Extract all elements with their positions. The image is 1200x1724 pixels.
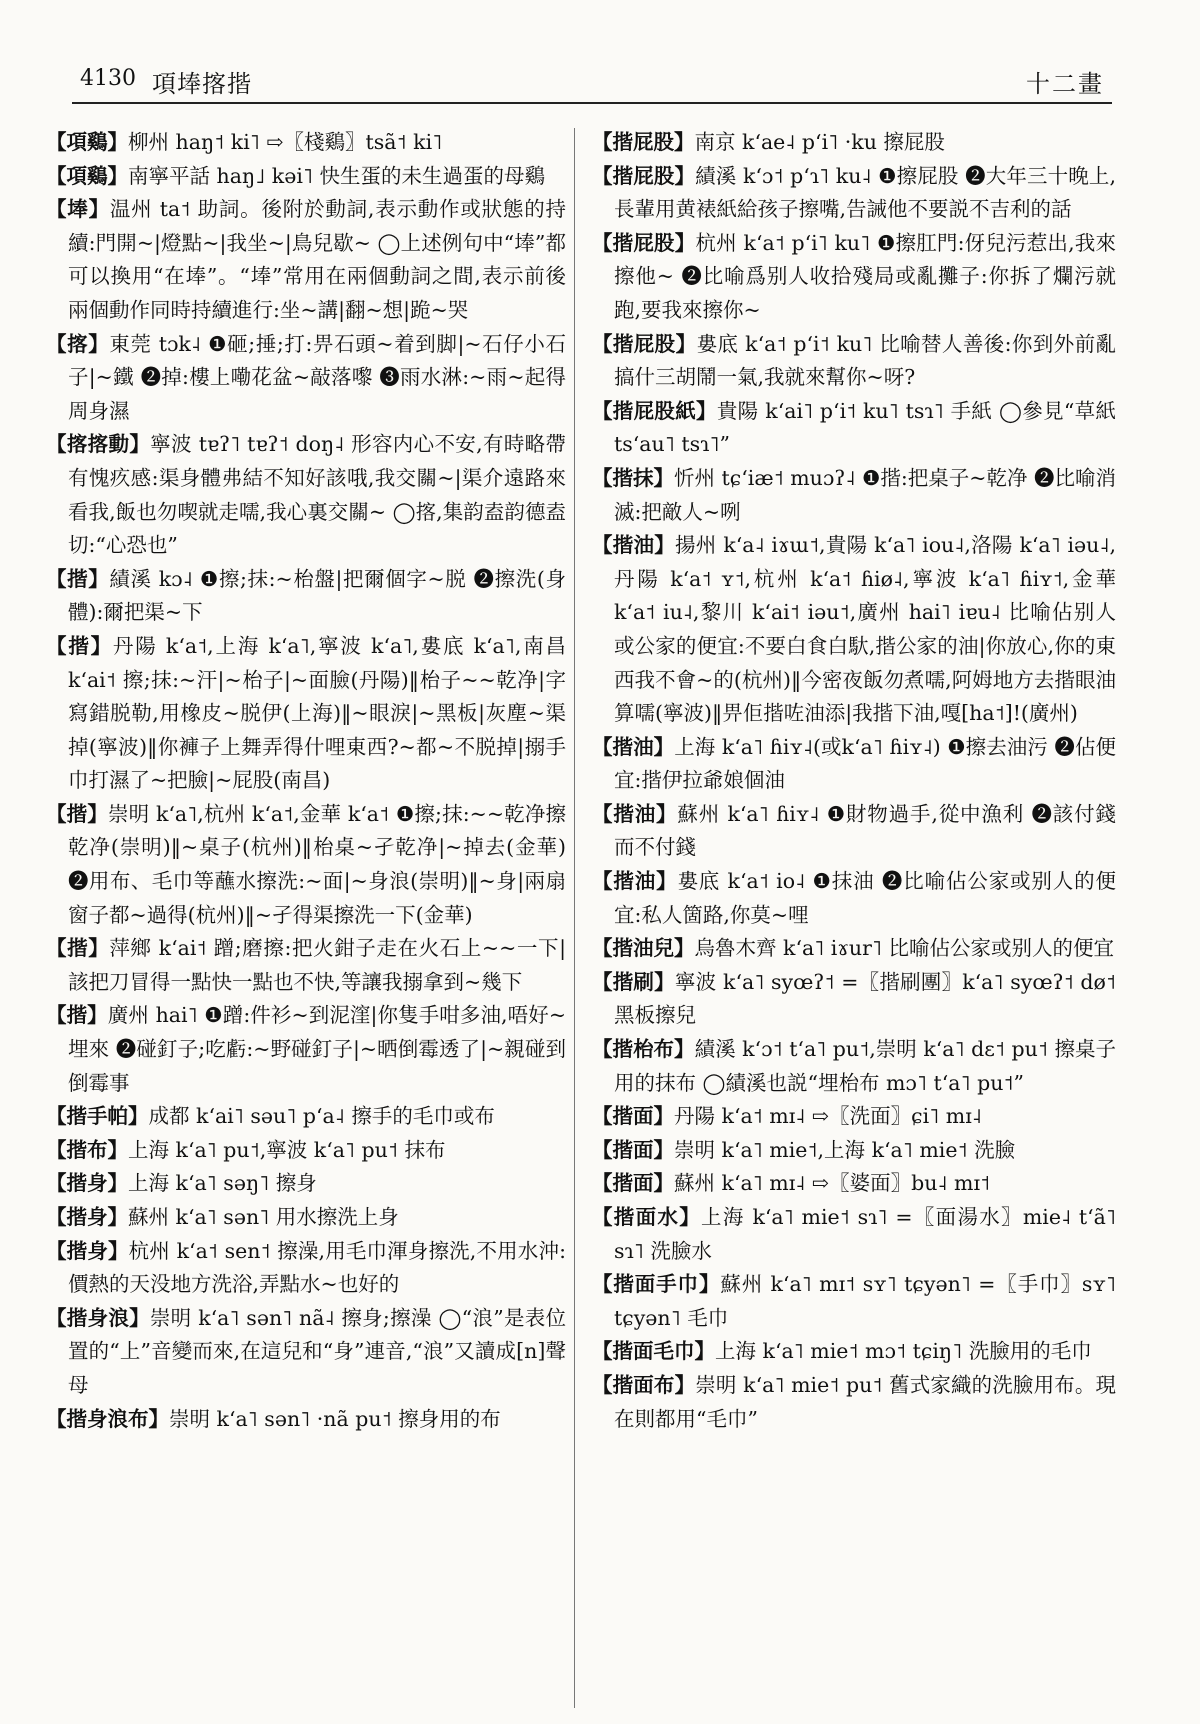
dictionary-entry xyxy=(592,1369,1116,1436)
dictionary-entry xyxy=(592,1167,1116,1201)
entry-definition: 崇明 kʻa˥ mie˦ pu˦ 舊式家織的洗臉用布。現在則都用“毛巾” xyxy=(614,1372,1117,1431)
entry-definition: 上海 kʻa˥ pu˦,寧波 kʻa˥ pu˦ 抹布 xyxy=(128,1137,446,1162)
entry-definition: 婁底 kʻa˦ io˨ ❶抹油 ❷比喻佔公家或别人的便宜:私人箇路,你莫~哩 xyxy=(614,869,1116,927)
entry-headword: 【揩面】 xyxy=(592,1137,674,1162)
entry-definition: 南京 kʻae˨ pʻi˥ ·ku 擦屁股 xyxy=(694,130,945,154)
entry-headword: 【揩身】 xyxy=(46,1205,128,1229)
dictionary-entry xyxy=(592,126,1116,160)
entry-headword: 【揩抹】 xyxy=(592,465,675,490)
dictionary-entry xyxy=(592,731,1116,798)
dictionary-entry xyxy=(46,1201,566,1235)
entry-definition: 萍鄉 kʻai˦ 蹭;磨擦:把火鉗子走在火石上~~一下|該把刀冒得一點快一點也不快,等讓我搦拿到~幾下 xyxy=(68,936,567,994)
column-divider xyxy=(574,128,575,1708)
entry-headword: 【揩手帕】 xyxy=(46,1104,149,1129)
entry-definition: 温州 ta˦ 助詞。後附於動詞,表示動作或狀態的持續:門開~|燈點~|我坐~|鳥兒歇~ ◯上述例句中“埲”都可以換用“在埲”。“埲”常用在兩個動詞之間,表示前後兩個動作同時持續進行:坐~講|翻~想|跪~哭 xyxy=(68,197,566,322)
entry-headword: 【揩面手巾】 xyxy=(592,1272,721,1297)
dictionary-entry xyxy=(592,1201,1116,1268)
entry-definition: 杭州 kʻa˦ sen˦ 擦澡,用毛巾渾身擦洗,不用水沖:價熱的天没地方洗浴,弄點水~也好的 xyxy=(68,1238,567,1297)
header-section: 十二畫 xyxy=(1026,70,1104,98)
entry-definition: 蘇州 kʻa˥ mɪ˦ sʏ˥ tɕyən˥ =〖手巾〗sʏ˥ tɕyən˥ 毛巾 xyxy=(614,1272,1116,1330)
dictionary-entry xyxy=(592,1100,1116,1134)
entry-headword: 【揩油】 xyxy=(592,801,678,826)
dictionary-entry xyxy=(46,798,566,932)
dictionary-entry xyxy=(592,1134,1116,1168)
entry-definition: 忻州 tɕʻiæ˦ muɔʔ˨ ❶揩:把桌子~乾净 ❷比喻消滅:把敵人~咧 xyxy=(614,465,1116,524)
entry-definition: 廣州 hai˥ ❶蹭:件衫~到泥漥|你隻手咁多油,唔好~埋來 ❷碰釘子;吃虧:~野碰釘子|~晒倒霉透了|~親碰到倒霉事 xyxy=(68,1003,567,1095)
page-number: 4130 xyxy=(80,66,136,91)
dictionary-entry xyxy=(592,1268,1116,1335)
dictionary-entry xyxy=(46,193,566,327)
header-title: 項埲揢揩 xyxy=(152,70,252,98)
entry-headword: 【揩油】 xyxy=(592,533,676,558)
entry-headword: 【揩面】 xyxy=(592,1171,674,1196)
entry-definition: 崇明 kʻa˥ sən˥ ·nã pu˦ 擦身用的布 xyxy=(169,1406,501,1431)
entry-definition: 績溪 kɔ˨ ❶擦;抹:~枱盤|把爾個字~脱 ❷擦洗(身體):爾把渠~下 xyxy=(68,566,567,625)
right-column xyxy=(592,126,1116,1436)
entry-definition: 婁底 kʻa˦ pʻi˦ ku˥ 比喻替人善後:你到外前亂搞什三胡鬧一氣,我就來幫你~呀? xyxy=(614,331,1116,390)
dictionary-entry xyxy=(592,395,1116,462)
entry-definition: 貴陽 kʻai˥ pʻi˦ ku˥ tsɿ˥ 手紙 ◯參見“草紙tsʻau˥ tsɿ˥” xyxy=(614,398,1116,457)
dictionary-entry xyxy=(592,1335,1116,1369)
entry-headword: 【埲】 xyxy=(46,197,110,222)
entry-definition: 丹陽 kʻa˦,上海 kʻa˥,寧波 kʻa˥,婁底 kʻa˥,南昌 kʻai˦ 擦;抹:~汗|~枱子|~面臉(丹陽)‖枱子~~乾净|字寫錯脱勒,用橡皮~脱伊(上海)‖~眼淚|~黑板|灰塵~渠掉(寧波)‖你褲子上舞弄得什哩東西?~都~不脱掉|搦手巾打濕了~把臉|~屁股(南昌) xyxy=(68,633,567,793)
entry-headword: 【揩面毛巾】 xyxy=(592,1339,715,1364)
entry-headword: 【揩面布】 xyxy=(592,1372,696,1397)
entry-headword: 【揩】 xyxy=(46,801,108,826)
entry-definition: 蘇州 kʻa˥ mɪ˨ ⇨〖婆面〗bu˨ mɪ˦ xyxy=(674,1171,991,1196)
entry-headword: 【揩身】 xyxy=(46,1171,128,1196)
entry-headword: 【揩身】 xyxy=(46,1238,129,1263)
entry-headword: 【揩】 xyxy=(46,633,113,658)
entry-definition: 績溪 kʻɔ˦ tʻa˥ pu˦,崇明 kʻa˥ dɛ˦ pu˦ 擦桌子用的抹布 ◯績溪也説“埋枱布 mɔ˥ tʻa˥ pu˦” xyxy=(614,1037,1117,1095)
dictionary-entry xyxy=(46,428,566,562)
dictionary-entry xyxy=(46,563,566,630)
entry-definition: 上海 kʻa˥ mie˦ sɿ˥ =〖面湯水〗mie˨ tʻã˥ sɿ˥ 洗臉水 xyxy=(614,1205,1117,1263)
dictionary-entry xyxy=(592,966,1116,1033)
entry-headword: 【揩身浪布】 xyxy=(46,1406,169,1431)
dictionary-entry xyxy=(46,932,566,999)
entry-headword: 【揩屁股紙】 xyxy=(592,398,717,423)
entry-definition: 上海 kʻa˥ səŋ˥ 擦身 xyxy=(128,1171,317,1196)
entry-definition: 丹陽 kʻa˦ mɪ˨ ⇨〖洗面〗ɕi˥ mɪ˨ xyxy=(674,1104,982,1129)
entry-definition: 成都 kʻai˥ səu˥ pʻa˨ 擦手的毛巾或布 xyxy=(148,1104,495,1129)
dictionary-entry xyxy=(592,865,1116,932)
entry-headword: 【揩布】 xyxy=(46,1137,128,1162)
entry-definition: 南寧平話 haŋ˩ kəi˥ 快生蛋的未生過蛋的母鷄 xyxy=(128,163,546,188)
dictionary-entry xyxy=(46,1403,566,1437)
dictionary-entry xyxy=(46,328,566,429)
entry-definition: 揚州 kʻa˨ iɤɯ˦,貴陽 kʻa˥ iou˨,洛陽 kʻa˥ iəu˨,丹陽 kʻa˦ ʏ˦,杭州 kʻa˦ ɦiø˨,寧波 kʻa˥ ɦiʏ˦,金華 kʻa˦ iu˨,黎川 kʻai˦ iəu˦,廣州 hai˥ iɐu˨ 比喻佔别人或公家的便宜:不要白食白馱,揩公家的油|你放心,你的東西我不會~的(杭州)‖今密夜飯勿煮嚅,阿姆地方去揩眼油算嚅(寧波)‖畀佢揩咗油添|我揩下油,嘎[ha˦]!(廣州) xyxy=(614,533,1117,726)
dictionary-entry xyxy=(46,1235,566,1302)
dictionary-entry xyxy=(592,328,1116,395)
entry-headword: 【揢】 xyxy=(46,331,110,356)
dictionary-entry xyxy=(592,932,1116,966)
dictionary-entry xyxy=(592,160,1116,227)
entry-headword: 【揩】 xyxy=(46,936,110,961)
dictionary-entry xyxy=(46,1167,566,1201)
entry-headword: 【揩油兒】 xyxy=(592,936,695,961)
entry-definition: 蘇州 kʻa˥ sən˥ 用水擦洗上身 xyxy=(128,1205,399,1229)
entry-headword: 【揩油】 xyxy=(592,734,675,759)
entry-headword: 【揩面水】 xyxy=(592,1205,702,1229)
entry-definition: 杭州 kʻa˦ pʻi˥ ku˥ ❶擦肛門:伢兒污惹出,我來擦他~ ❷比喻爲别人收拾殘局或亂攤子:你拆了爛污就跑,要我來擦你~ xyxy=(614,230,1116,322)
entry-definition: 寧波 tɐʔ˥ tɐʔ˦ doŋ˨ 形容内心不安,有時略帶有愧疚感:渠身體弗結不知好該哦,我交關~|渠介遠路來看我,飯也勿喫就走嚅,我心裏交關~ ◯揢,集韵盍韵德盍切:“心恐也” xyxy=(68,432,566,558)
dictionary-entry xyxy=(592,798,1116,865)
page-header xyxy=(72,62,1112,104)
entry-definition: 寧波 kʻa˥ syœʔ˦ =〖揩刷團〗kʻa˥ syœʔ˦ dø˦ 黑板擦兒 xyxy=(614,969,1117,1028)
entry-definition: 績溪 kʻɔ˦ pʻɿ˥ ku˨ ❶擦屁股 ❷大年三十晚上,長輩用黄裱紙給孩子擦嘴,告誡他不要説不吉利的話 xyxy=(614,163,1116,222)
dictionary-entry xyxy=(46,1134,566,1168)
entry-definition: 崇明 kʻa˥ mie˦,上海 kʻa˥ mie˦ 洗臉 xyxy=(674,1137,1016,1162)
entry-headword: 【揩刷】 xyxy=(592,969,675,994)
entry-definition: 烏魯木齊 kʻa˥ iɤur˥ 比喻佔公家或别人的便宜 xyxy=(694,936,1115,961)
entry-headword: 【項鷄】 xyxy=(46,130,128,154)
dictionary-entry xyxy=(46,630,566,798)
entry-headword: 【揩面】 xyxy=(592,1104,674,1129)
dictionary-entry xyxy=(46,160,566,194)
entry-definition: 東莞 tɔk˨ ❶砸;捶;打:畀石頭~着到脚|~石仔小石子|~鐵 ❷掉:樓上嘞花盆~敲落嚟 ❸雨水淋:~雨~起得周身濕 xyxy=(68,331,566,423)
entry-headword: 【揩】 xyxy=(46,1003,108,1028)
dictionary-entry xyxy=(46,126,566,160)
entry-headword: 【揩屁股】 xyxy=(592,163,696,188)
entry-definition: 崇明 kʻa˥ sən˥ nã˨ 擦身;擦澡 ◯“浪”是表位置的“上”音變而來,在這兒和“身”連音,“浪”又讀成[n]聲母 xyxy=(68,1305,567,1397)
left-column xyxy=(46,126,566,1436)
entry-definition: 崇明 kʻa˥,杭州 kʻa˦,金華 kʻa˦ ❶擦;抹:~~乾净擦乾净(崇明)‖~桌子(杭州)‖枱桌~孑乾净|~掉去(金華) ❷用布、毛巾等蘸水擦洗:~面|~身浪(崇明)‖~身|兩扇窗子都~過得(杭州)‖~孑得渠擦洗一下(金華) xyxy=(68,801,566,927)
dictionary-entry xyxy=(592,1033,1116,1100)
entry-headword: 【揩油】 xyxy=(592,869,678,894)
entry-headword: 【揩屁股】 xyxy=(592,130,695,154)
entry-definition: 柳州 haŋ˦ ki˥ ⇨〖棧鷄〗tsã˦ ki˥ xyxy=(128,130,443,154)
dictionary-entry xyxy=(46,999,566,1100)
entry-headword: 【揢揢動】 xyxy=(46,432,151,457)
entry-definition: 蘇州 kʻa˥ ɦiʏ˨ ❶財物過手,從中漁利 ❷該付錢而不付錢 xyxy=(614,801,1116,860)
dictionary-entry xyxy=(592,227,1116,328)
entry-headword: 【揩屁股】 xyxy=(592,230,696,255)
entry-headword: 【項鷄】 xyxy=(46,163,128,188)
entry-definition: 上海 kʻa˥ ɦiʏ˨(或kʻa˥ ɦiʏ˨) ❶擦去油污 ❷佔便宜:揩伊拉爺娘個油 xyxy=(614,734,1116,793)
entry-headword: 【揩枱布】 xyxy=(592,1037,695,1062)
entry-definition: 上海 kʻa˥ mie˦ mɔ˦ tɕiŋ˥ 洗臉用的毛巾 xyxy=(715,1339,1092,1364)
entry-headword: 【揩屁股】 xyxy=(592,331,697,356)
entry-headword: 【揩】 xyxy=(46,566,110,591)
dictionary-entry xyxy=(46,1100,566,1134)
dictionary-entry xyxy=(46,1302,566,1403)
entry-headword: 【揩身浪】 xyxy=(46,1305,150,1330)
dictionary-entry xyxy=(592,529,1116,731)
dictionary-entry xyxy=(592,462,1116,529)
